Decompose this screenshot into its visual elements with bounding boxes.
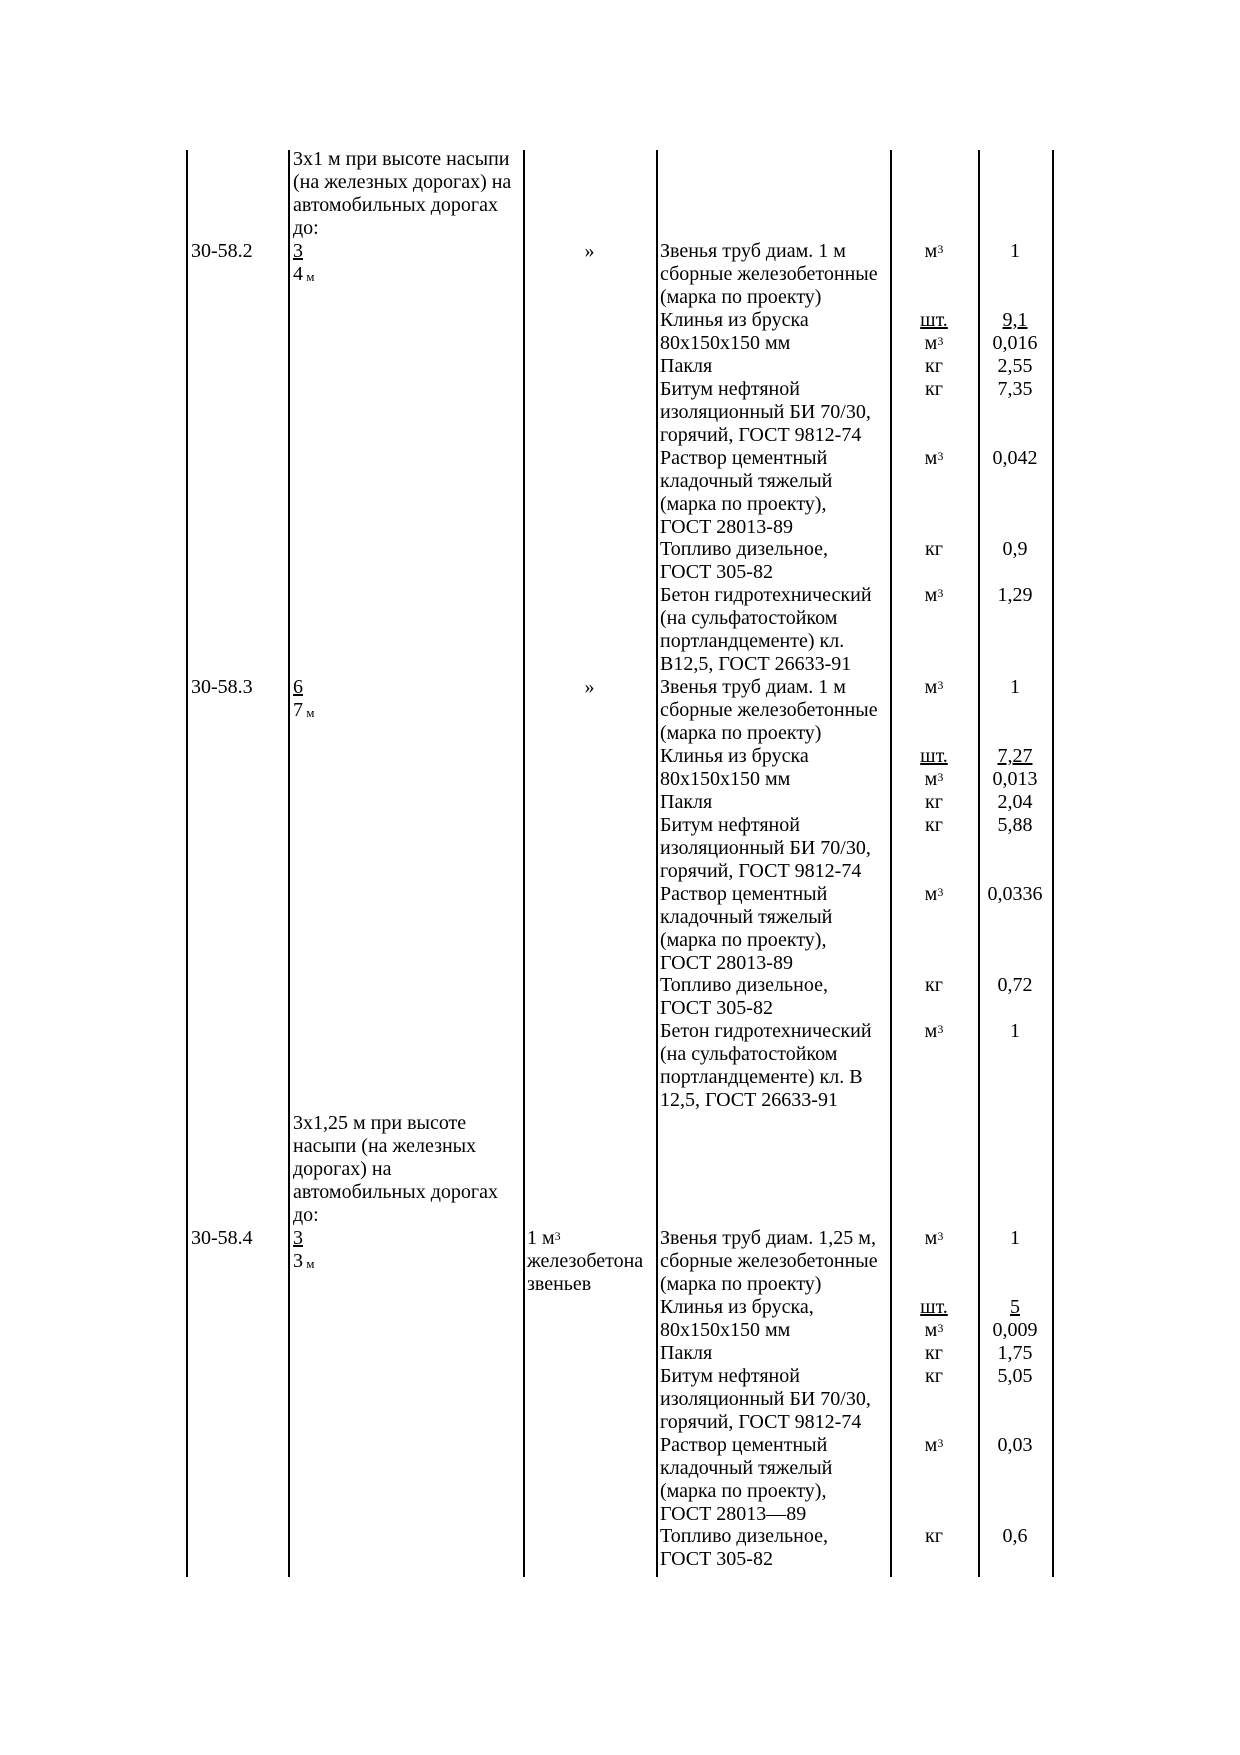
resource-value: 0,042 (992, 447, 1038, 469)
resource-name-line: кладочный тяжелый (660, 470, 833, 492)
resource-name-line: (марка по проекту) (660, 722, 822, 744)
section-heading-line: (на железных дорогах) на (293, 171, 512, 193)
resource-unit: кг (925, 355, 943, 377)
resource-value: 1 (1010, 1020, 1020, 1042)
resource-name-line: изоляционный БИ 70/30, (660, 401, 871, 423)
superscript: 3 (937, 1229, 944, 1243)
height-unit: м (303, 1256, 315, 1271)
resource-name-line: В12,5, ГОСТ 26633-91 (660, 653, 852, 675)
resource-name-line: Топливо дизельное, (660, 1525, 828, 1547)
resource-name-line: (марка по проекту) (660, 1273, 822, 1295)
section-heading-line: дорогах) на (293, 1158, 392, 1180)
height-numerator: 3 (293, 240, 303, 262)
superscript: 3 (937, 334, 944, 348)
resource-unit: кг (925, 1342, 943, 1364)
resource-value: 0,013 (992, 768, 1038, 790)
resource-name-line: ГОСТ 28013-89 (660, 952, 793, 974)
resource-value: 1 (1010, 676, 1020, 698)
measure-ditto: » (584, 240, 595, 262)
superscript: 3 (937, 885, 944, 899)
item-code: 30-58.3 (191, 676, 253, 698)
item-code: 30-58.4 (191, 1227, 253, 1249)
resource-name-line: горячий, ГОСТ 9812-74 (660, 1411, 862, 1433)
resource-name-line: Клинья из бруска (660, 309, 809, 331)
height-numerator: 3 (293, 1227, 303, 1249)
superscript: 3 (937, 1321, 944, 1335)
resource-name-line: Раствор цементный (660, 447, 828, 469)
resource-name-line: сборные железобетонные (660, 263, 878, 285)
height-denominator: 7 $^м$ (293, 699, 315, 721)
resource-name-line: (на сульфатостойком (660, 607, 838, 629)
resource-name-line: портландцементе) кл. В (660, 1066, 863, 1088)
measure-unit-line: звеньев (527, 1273, 592, 1295)
resource-name-line: ГОСТ 28013—89 (660, 1503, 807, 1525)
resource-name-line: (марка по проекту) (660, 286, 822, 308)
resource-value: 5,88 (997, 814, 1033, 836)
resource-name-line: 80х150х150 мм (660, 332, 791, 354)
resource-value: 1 (1010, 1227, 1020, 1249)
section-heading-line: 3х1,25 м при высоте (293, 1112, 467, 1134)
superscript: 3 (937, 678, 944, 692)
resource-name-line: (марка по проекту), (660, 929, 827, 951)
resource-unit: кг (925, 378, 943, 400)
resource-unit: $м^3$ (924, 584, 944, 606)
table-column-divider (656, 150, 658, 1577)
resource-value: 7,35 (997, 378, 1033, 400)
resource-name-line: кладочный тяжелый (660, 906, 833, 928)
resource-value: 1 (1010, 240, 1020, 262)
measure-unit-line: железобетона (527, 1250, 644, 1272)
resource-value: 0,72 (997, 974, 1033, 996)
resource-name-line: портландцементе) кл. (660, 630, 845, 652)
resource-unit: $м^3$ (924, 1319, 944, 1341)
resource-unit: $м^3$ (924, 768, 944, 790)
resource-name-line: 80х150х150 мм (660, 1319, 791, 1341)
resource-value: 2,04 (997, 791, 1033, 813)
superscript: 3 (937, 770, 944, 784)
resource-name-line: сборные железобетонные (660, 1250, 878, 1272)
resource-name-line: Бетон гидротехнический (660, 1020, 872, 1042)
resource-name-line: изоляционный БИ 70/30, (660, 1388, 871, 1410)
section-heading-line: автомобильных дорогах (293, 194, 498, 216)
resource-unit: кг (925, 1525, 943, 1547)
resource-name-line: 80х150х150 мм (660, 768, 791, 790)
resource-unit: шт. (920, 745, 948, 767)
resource-name-line: ГОСТ 28013-89 (660, 516, 793, 538)
resource-name-line: ГОСТ 305-82 (660, 561, 773, 583)
resource-name-line: Раствор цементный (660, 1434, 828, 1456)
resource-name-line: Пакля (660, 791, 713, 813)
resource-name-line: Пакля (660, 355, 713, 377)
resource-value: 0,0336 (987, 883, 1043, 905)
resource-name-line: Раствор цементный (660, 883, 828, 905)
resource-name-line: кладочный тяжелый (660, 1457, 833, 1479)
resource-unit: $м^3$ (924, 447, 944, 469)
resource-value: 9,1 (1002, 309, 1028, 331)
height-numerator: 6 (293, 676, 303, 698)
superscript: 3 (554, 1229, 561, 1243)
superscript: 3 (937, 586, 944, 600)
resource-value: 2,55 (997, 355, 1033, 377)
resource-unit: кг (925, 974, 943, 996)
resource-value: 5,05 (997, 1365, 1033, 1387)
resource-value: 0,016 (992, 332, 1038, 354)
resource-unit: $м^3$ (924, 676, 944, 698)
table-column-divider (890, 150, 892, 1577)
measure-ditto: » (584, 676, 595, 698)
resource-name-line: Битум нефтяной (660, 378, 800, 400)
section-heading-line: до: (293, 217, 319, 239)
section-heading-line: 3х1 м при высоте насыпи (293, 148, 510, 170)
resource-name-line: изоляционный БИ 70/30, (660, 837, 871, 859)
table-border-right (1052, 150, 1054, 1577)
section-heading-line: до: (293, 1204, 319, 1226)
resource-unit: кг (925, 1365, 943, 1387)
resource-unit: $м^3$ (924, 1227, 944, 1249)
height-denominator: 4 $^м$ (293, 263, 315, 285)
resource-value: 0,6 (1002, 1525, 1028, 1547)
resource-unit: $м^3$ (924, 332, 944, 354)
height-unit: м (303, 705, 315, 720)
resource-value: 0,03 (997, 1434, 1033, 1456)
resource-unit: шт. (920, 309, 948, 331)
resource-name-line: Битум нефтяной (660, 814, 800, 836)
resource-name-line: Пакля (660, 1342, 713, 1364)
resource-unit: $м^3$ (924, 240, 944, 262)
resource-name-line: горячий, ГОСТ 9812-74 (660, 860, 862, 882)
resource-name-line: (на сульфатостойком (660, 1043, 838, 1065)
resource-name-line: горячий, ГОСТ 9812-74 (660, 424, 862, 446)
resource-name-line: Битум нефтяной (660, 1365, 800, 1387)
resource-name-line: Клинья из бруска (660, 745, 809, 767)
resource-name-line: Бетон гидротехнический (660, 584, 872, 606)
resource-unit: шт. (920, 1296, 948, 1318)
superscript: 3 (937, 242, 944, 256)
resource-value: 1,75 (997, 1342, 1033, 1364)
resource-name-line: Топливо дизельное, (660, 974, 828, 996)
resource-name-line: Звенья труб диам. 1 м (660, 240, 846, 262)
resource-value: 0,9 (1002, 538, 1028, 560)
measure-unit-line: 1 $м^3$ (527, 1227, 561, 1249)
resource-unit: кг (925, 538, 943, 560)
superscript: 3 (937, 1436, 944, 1450)
resource-name-line: Звенья труб диам. 1 м (660, 676, 846, 698)
resource-name-line: сборные железобетонные (660, 699, 878, 721)
resource-name-line: Клинья из бруска, (660, 1296, 814, 1318)
resource-name-line: (марка по проекту), (660, 1480, 827, 1502)
table-column-divider (523, 150, 525, 1577)
height-unit: м (303, 269, 315, 284)
table-column-divider (288, 150, 290, 1577)
table-column-divider (978, 150, 980, 1577)
item-code: 30-58.2 (191, 240, 253, 262)
height-denominator: 3 $^м$ (293, 1250, 315, 1272)
resource-value: 5 (1010, 1296, 1020, 1318)
resource-name-line: Топливо дизельное, (660, 538, 828, 560)
resource-unit: $м^3$ (924, 883, 944, 905)
section-heading-line: насыпи (на железных (293, 1135, 477, 1157)
resource-name-line: ГОСТ 305-82 (660, 997, 773, 1019)
resource-name-line: (марка по проекту), (660, 493, 827, 515)
resource-unit: $м^3$ (924, 1020, 944, 1042)
superscript: 3 (937, 449, 944, 463)
table-border-left (186, 150, 188, 1577)
resource-value: 1,29 (997, 584, 1033, 606)
resource-unit: $м^3$ (924, 1434, 944, 1456)
resource-unit: кг (925, 814, 943, 836)
resource-unit: кг (925, 791, 943, 813)
resource-value: 7,27 (997, 745, 1033, 767)
superscript: 3 (937, 1022, 944, 1036)
resource-name-line: Звенья труб диам. 1,25 м, (660, 1227, 876, 1249)
section-heading-line: автомобильных дорогах (293, 1181, 498, 1203)
resource-value: 0,009 (992, 1319, 1038, 1341)
resource-name-line: 12,5, ГОСТ 26633-91 (660, 1089, 838, 1111)
resource-name-line: ГОСТ 305-82 (660, 1548, 773, 1570)
